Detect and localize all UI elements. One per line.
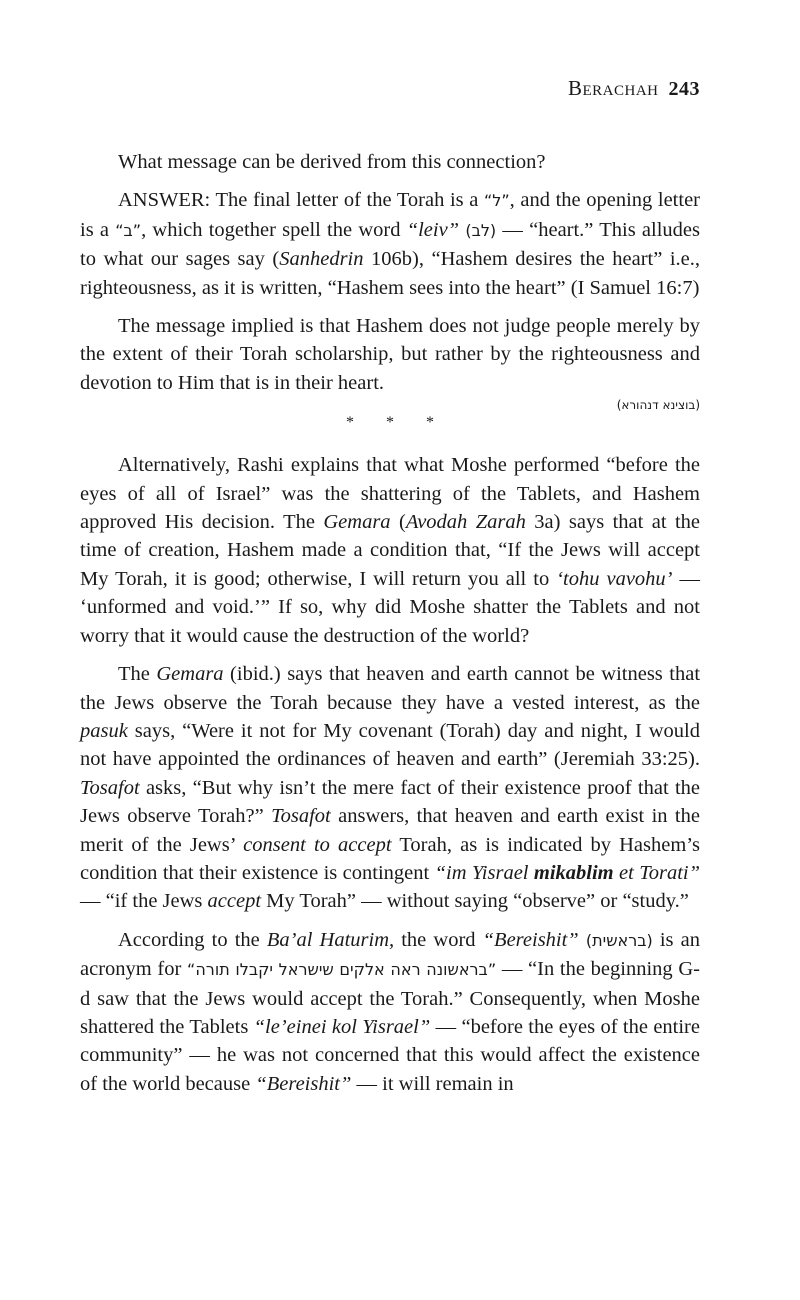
section-divider: * * *: [346, 414, 448, 432]
bold-term: mikablim: [533, 861, 614, 884]
italic-term: “Bereishit”: [482, 928, 579, 951]
text-run: ANSWER: The final letter of the Torah is a: [118, 189, 484, 212]
text-run: Torah, as is indicated by Hashem’s condition that their existence is contingent: [80, 833, 700, 884]
hebrew-letter-lamed: “ל”: [483, 191, 510, 211]
italic-term: et Torati”: [613, 861, 701, 884]
italic-term: Tosafot: [80, 776, 140, 799]
italic-term: accept: [207, 890, 262, 913]
italic-term: Sanhedrin: [279, 248, 364, 271]
hebrew-letter-bet: “ב”: [115, 220, 142, 240]
italic-term: “Bereishit”: [255, 1072, 352, 1095]
italic-term: consent to accept: [243, 833, 392, 856]
text-run: (: [390, 511, 406, 534]
text-run: asks, “But why isn’t the mere fact of their existence proof that the Jews observe Torah?”: [80, 776, 700, 828]
hebrew-acronym-phrase: “בראשונה ראה אלקים שישראל יקבלו תורה”: [187, 960, 497, 980]
italic-term: Ba’al Haturim,: [266, 928, 395, 951]
italic-term: Gemara: [323, 511, 391, 534]
italic-term: “im Yisrael: [434, 861, 534, 884]
message-text: The message implied is that Hashem does not judge people merely by the extent of their Torah scholarship, but rather by the righteousness and devotion to Him that is in their heart.: [80, 315, 700, 394]
hebrew-word-bereishit: (בראשית): [585, 930, 653, 950]
text-run: — “In the beginning G-d saw that the Jews would accept the Torah.” Consequently, when Moshe shattered the Tablets: [80, 958, 700, 1038]
italic-term: Gemara: [156, 663, 224, 686]
italic-term: pasuk: [80, 719, 128, 742]
paragraph-gemara: [80, 660, 700, 916]
hebrew-word-leiv: (לב): [465, 220, 497, 240]
italic-term: Avodah Zarah: [405, 511, 526, 534]
running-head: [568, 76, 700, 101]
source-citation: (בוצינא דנהורא): [616, 398, 700, 413]
text-run: (ibid.) says that heaven and earth cannot be witness that the Jews observe the Torah because they have a vested interest, as the: [80, 663, 701, 714]
text-run: Alternatively, Rashi explains that what Moshe performed “before the eyes of all of Israel” was the shattering of the Tablets, and Hashem approved His decision. The: [80, 454, 700, 534]
text-run: 3a) says that at the time of creation, Hashem made a condition that, “If the Jews will accept My Torah, it is good; otherwise, I will return you all to: [80, 511, 701, 590]
text-run: , which together spell the word: [141, 218, 407, 241]
text-run: — ‘unformed and void.’” If so, why did Moshe shatter the Tablets and not worry that it would cause the destruction of the world?: [80, 567, 701, 647]
text-run: 106b), “Hashem desires the heart” i.e., righteousness, as it is written, “Hashem sees into the heart” (I Samuel 16:7): [80, 248, 701, 299]
text-run: My Torah” — without saying “observe” or “study.”: [261, 890, 689, 913]
chapter-title: Berachah: [567, 76, 659, 100]
text-run: According to the: [118, 928, 267, 951]
body-text: [80, 148, 700, 1108]
text-run: — “heart.” This alludes to what our sages say (: [80, 218, 700, 271]
text-run: is an acronym for: [80, 928, 701, 981]
paragraph-answer: [80, 186, 700, 302]
text-run: — “if the Jews: [80, 890, 208, 913]
paragraph-question: [80, 148, 700, 176]
text-run: says, “Were it not for My covenant (Torah) day and night, I would not have appointed the ordinances of heaven and earth” (Jeremiah 33:25).: [80, 719, 700, 771]
text-run: — it will remain in: [351, 1072, 514, 1095]
paragraph-alternatively: [80, 451, 700, 650]
italic-term: “leiv”: [406, 218, 460, 241]
text-run: , and the opening letter is a: [80, 189, 700, 241]
question-text: What message can be derived from this connection?: [118, 151, 546, 173]
text-run: — “before the eyes of the entire community” — he was not concerned that this would affect the existence of the world because: [80, 1015, 700, 1095]
text-run: The: [118, 663, 157, 686]
italic-term: Tosafot: [271, 805, 331, 828]
page-number: 243: [668, 78, 700, 100]
paragraph-baal-haturim: [80, 926, 700, 1098]
italic-term: “le’einei kol Yisrael”: [253, 1015, 431, 1038]
text-run: [579, 929, 586, 951]
italic-term: ‘tohu vavohu’: [556, 567, 673, 590]
text-run: answers, that heaven and earth exist in the merit of the Jews’: [80, 805, 700, 856]
text-run: the word: [394, 928, 483, 951]
paragraph-message: [80, 312, 700, 397]
bold-italic-term: [534, 862, 614, 884]
